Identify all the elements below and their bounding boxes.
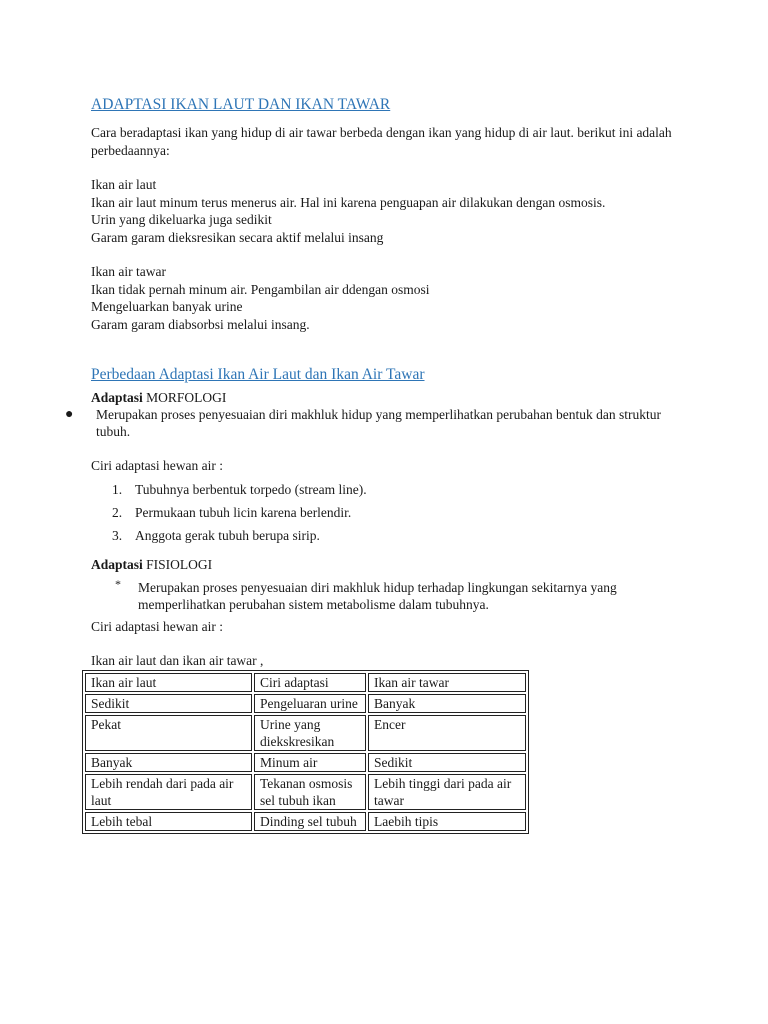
table-row (85, 774, 526, 810)
table-cell: Minum air (254, 753, 366, 772)
table-cell: Tekanan osmosis sel tubuh ikan (254, 774, 366, 810)
list-item: 3. Anggota gerak tubuh berupa sirip. (112, 527, 320, 543)
tawar-title: Ikan air tawar (91, 264, 166, 279)
laut-title: Ikan air laut (91, 177, 157, 192)
table-intro: Ikan air laut dan ikan air tawar , (91, 653, 264, 668)
table-cell: Ciri adaptasi (254, 673, 366, 692)
tawar-line: Garam garam diabsorbsi melalui insang. (91, 316, 310, 332)
laut-line: Urin yang dikeluarka juga sedikit (91, 212, 272, 227)
list-item: 2. Permukaan tubuh licin karena berlendir. (112, 504, 352, 520)
fisiologi-bullet: * Merupakan proses penyesuaian diri makhluk hidup terhadap lingkungan sekitarnya yang memperlihatkan perubahan sistem metabolisme dalam tubuhnya. (115, 576, 617, 612)
comparison-table (82, 670, 529, 834)
table-cell: Encer (368, 715, 526, 751)
table-cell: Banyak (368, 694, 526, 713)
table-cell: Lebih tebal (85, 812, 252, 831)
table-row (85, 694, 526, 713)
morfologi-ciri-list (91, 481, 691, 544)
morfologi-label: Adaptasi MORFOLOGI (91, 390, 227, 405)
morfologi-ciri-title: Ciri adaptasi hewan air : (91, 458, 223, 473)
section-ikan-air-tawar (91, 263, 691, 333)
table-row (85, 715, 526, 751)
table-cell: Lebih rendah dari pada air laut (85, 774, 252, 810)
table-row (85, 812, 526, 831)
table-cell: Ikan air tawar (368, 673, 526, 692)
fisiologi-label: Adaptasi FISIOLOGI (91, 556, 213, 572)
star-bullet-icon: * (115, 576, 121, 591)
table-cell: Banyak (85, 753, 252, 772)
table-cell: Sedikit (85, 694, 252, 713)
table-row (85, 673, 526, 692)
tawar-line: Ikan tidak pernah minum air. Pengambilan air ddengan osmosi (91, 281, 430, 297)
intro-paragraph: Cara beradaptasi ikan yang hidup di air tawar berbeda dengan ikan yang hidup di air laut. berikut ini adalah perbedaannya: (91, 125, 672, 158)
tawar-line: Mengeluarkan banyak urine (91, 299, 243, 314)
table-cell: Pengeluaran urine (254, 694, 366, 713)
laut-line: Ikan air laut minum terus menerus air. Hal ini karena penguapan air dilakukan dengan osmosis. (91, 194, 606, 210)
table-cell: Laebih tipis (368, 812, 526, 831)
table-cell: Sedikit (368, 753, 526, 772)
laut-line: Garam garam dieksresikan secara aktif melalui insang (91, 229, 384, 245)
table-row (85, 753, 526, 772)
heading-adaptasi-ikan[interactable]: ADAPTASI IKAN LAUT DAN IKAN TAWAR (91, 96, 391, 113)
table-cell: Lebih tinggi dari pada air tawar (368, 774, 526, 810)
document-page (65, 96, 691, 834)
table-cell: Pekat (85, 715, 252, 751)
table-cell: Dinding sel tubuh (254, 812, 366, 831)
morfologi-bullet: ● Merupakan proses penyesuaian diri makhluk hidup yang memperlihatkan perubahan bentuk dan struktur tubuh. (65, 407, 661, 439)
section-ikan-air-laut (91, 176, 691, 246)
heading-perbedaan-adaptasi[interactable]: Perbedaan Adaptasi Ikan Air Laut dan Ikan Air Tawar (91, 366, 425, 383)
bullet-dot-icon: ● (65, 407, 74, 422)
table-cell: Urine yang diekskresikan (254, 715, 366, 751)
list-item: 1. Tubuhnya berbentuk torpedo (stream line). (112, 481, 367, 497)
table-cell: Ikan air laut (85, 673, 252, 692)
fisiologi-ciri-title: Ciri adaptasi hewan air : (91, 618, 223, 634)
